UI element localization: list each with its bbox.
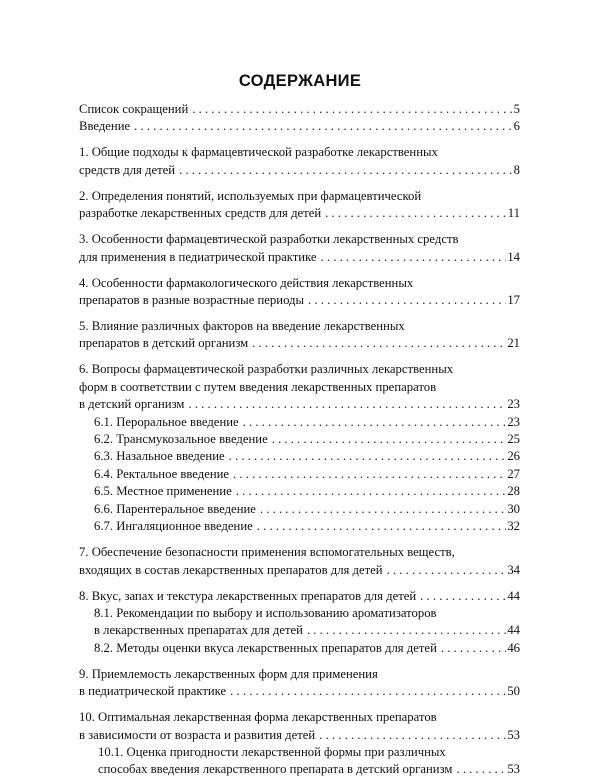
toc-entry[interactable] <box>79 144 520 179</box>
dot-leader <box>230 683 506 700</box>
toc-entry-last-line <box>79 118 520 135</box>
toc-entry[interactable] <box>79 588 520 605</box>
toc-page-number: 8 <box>513 162 520 177</box>
toc-entry-title: 6.1. Пероральное введение <box>94 414 239 429</box>
toc-entry-text-line: 9. Приемлемость лекарственных форм для применения <box>79 666 378 681</box>
toc-entry[interactable] <box>79 231 520 266</box>
toc-entry-title: средств для детей <box>79 162 176 177</box>
toc-entry-last-line <box>79 396 520 413</box>
toc-entry-last-line <box>94 501 520 518</box>
dot-leader <box>233 466 506 483</box>
toc-entry-text-line: 3. Особенности фармацевтической разработки лекарственных средств <box>79 232 459 247</box>
toc-entry-title: способах введения лекарственного препарата в детский организм <box>98 762 453 777</box>
dot-leader <box>441 640 506 657</box>
toc-entry-last-line <box>79 727 520 744</box>
toc-page-number: 30 <box>507 501 520 516</box>
toc-entry-last-line <box>79 335 520 352</box>
toc-entry-last-line <box>79 683 520 700</box>
dot-leader <box>192 101 512 118</box>
toc-entry-title: 8.2. Методы оценки вкуса лекарственных препаратов для детей <box>94 640 437 655</box>
toc-entry-title: для применения в педиатрической практике <box>79 249 317 264</box>
toc-entry[interactable] <box>79 466 520 483</box>
toc-page-number: 14 <box>507 249 520 264</box>
toc-entry[interactable] <box>79 448 520 465</box>
dot-leader <box>307 622 506 639</box>
dot-leader <box>236 483 507 500</box>
toc-entry-title: 8. Вкус, запах и текстура лекарственных препаратов для детей <box>79 588 417 603</box>
toc-entry-last-line <box>79 205 520 222</box>
toc-entry-title: препаратов в разные возрастные периоды <box>79 293 305 308</box>
toc-entry-last-line <box>94 622 520 639</box>
toc-page-number: 11 <box>507 206 520 221</box>
dot-leader <box>321 249 507 266</box>
toc-entry-title: 6.3. Назальное введение <box>94 449 225 464</box>
toc-page-number: 44 <box>507 623 520 638</box>
dot-leader <box>229 448 507 465</box>
toc-entry-title: 6.6. Парентеральное введение <box>94 501 256 516</box>
table-of-contents <box>79 101 520 779</box>
toc-entry-title: разработке лекарственных средств для детей <box>79 206 322 221</box>
toc-entry[interactable] <box>79 318 520 353</box>
dot-leader <box>456 761 506 778</box>
toc-entry-title: в педиатрической практике <box>79 684 227 699</box>
toc-entry-text-line: 8.1. Рекомендации по выбору и использованию ароматизаторов <box>94 605 437 620</box>
toc-entry[interactable] <box>79 188 520 223</box>
toc-page-number: 23 <box>507 414 520 429</box>
toc-page-number: 44 <box>507 588 520 603</box>
toc-entry-text-line: 6. Вопросы фармацевтической разработки различных лекарственных <box>79 362 454 377</box>
toc-entry-last-line <box>94 431 520 448</box>
toc-entry[interactable] <box>79 414 520 431</box>
toc-entry-last-line <box>79 162 520 179</box>
toc-page-number: 21 <box>507 336 520 351</box>
toc-entry-text-line: 10. Оптимальная лекарственная форма лекарственных препаратов <box>79 710 437 725</box>
toc-page-number: 53 <box>507 762 520 777</box>
toc-entry[interactable] <box>79 501 520 518</box>
toc-entry-last-line <box>94 483 520 500</box>
toc-entry[interactable] <box>79 709 520 744</box>
dot-leader <box>260 501 506 518</box>
toc-entry-last-line <box>94 466 520 483</box>
toc-entry-text-line: 4. Особенности фармакологического действия лекарственных <box>79 275 414 290</box>
toc-entry[interactable] <box>79 605 520 640</box>
toc-page-number: 46 <box>507 640 520 655</box>
toc-entry-last-line <box>94 518 520 535</box>
toc-entry-last-line <box>98 761 520 778</box>
dot-leader <box>179 162 513 179</box>
toc-page-number: 27 <box>507 466 520 481</box>
toc-entry-last-line <box>94 414 520 431</box>
toc-entry-last-line <box>79 588 520 605</box>
toc-page-number: 32 <box>507 519 520 534</box>
toc-entry-title: 6.7. Ингаляционное введение <box>94 519 253 534</box>
toc-entry-title: Введение <box>79 119 131 134</box>
toc-page-number: 6 <box>513 119 520 134</box>
toc-entry-text-line: 10.1. Оценка пригодности лекарственной формы при различных <box>98 744 446 759</box>
dot-leader <box>387 562 507 579</box>
toc-page-number: 28 <box>507 484 520 499</box>
toc-entry-last-line <box>79 101 520 118</box>
toc-entry-text-line: 5. Влияние различных факторов на введение лекарственных <box>79 319 405 334</box>
dot-leader <box>319 727 506 744</box>
toc-entry-title: 6.5. Местное применение <box>94 484 232 499</box>
toc-entry-title: Список сокращений <box>79 102 189 116</box>
toc-page-number: 50 <box>507 684 520 699</box>
toc-entry-last-line <box>94 640 520 657</box>
dot-leader <box>257 518 507 535</box>
dot-leader <box>420 588 506 605</box>
dot-leader <box>252 335 506 352</box>
toc-entry[interactable] <box>79 431 520 448</box>
toc-entry-text-line: 1. Общие подходы к фармацевтической разработке лекарственных <box>79 145 438 160</box>
dot-leader <box>308 292 506 309</box>
page-title: СОДЕРЖАНИЕ <box>238 72 362 90</box>
toc-entry[interactable] <box>79 275 520 310</box>
toc-entry[interactable] <box>79 118 520 135</box>
toc-entry-last-line <box>79 562 520 579</box>
toc-page-number: 23 <box>507 397 520 412</box>
toc-entry[interactable] <box>79 518 520 535</box>
toc-entry-title: входящих в состав лекарственных препаратов для детей <box>79 562 383 577</box>
toc-entry-title: в лекарственных препаратах для детей <box>94 623 303 638</box>
toc-entry-title: 6.4. Ректальное введение <box>94 466 230 481</box>
toc-entry-last-line <box>79 249 520 266</box>
dot-leader <box>272 431 507 448</box>
toc-page-number: 26 <box>507 449 520 464</box>
toc-entry-title: препаратов в детский организм <box>79 336 249 351</box>
toc-entry[interactable] <box>79 101 520 118</box>
toc-page-number: 34 <box>507 562 520 577</box>
toc-entry-title: в детский организм <box>79 397 185 412</box>
dot-leader <box>188 396 506 413</box>
toc-entry[interactable] <box>79 361 520 413</box>
toc-entry[interactable] <box>79 744 520 779</box>
dot-leader <box>243 414 507 431</box>
toc-page-number: 25 <box>507 432 520 447</box>
toc-entry[interactable] <box>79 666 520 701</box>
toc-entry-text-line: форм в соответствии с путем введения лекарственных препаратов <box>79 379 437 394</box>
toc-entry-text-line: 7. Обеспечение безопасности применения вспомогательных веществ, <box>79 545 455 560</box>
toc-entry-last-line <box>79 292 520 309</box>
toc-entry-text-line: 2. Определения понятий, используемых при фармацевтической <box>79 188 422 203</box>
toc-entry[interactable] <box>79 640 520 657</box>
toc-page-number: 17 <box>507 293 520 308</box>
toc-entry[interactable] <box>79 544 520 579</box>
toc-entry-last-line <box>94 448 520 465</box>
dot-leader <box>134 118 513 135</box>
toc-entry-title: в зависимости от возраста и развития детей <box>79 727 316 742</box>
toc-page-number: 5 <box>513 102 520 116</box>
dot-leader <box>325 205 507 222</box>
toc-entry[interactable] <box>79 483 520 500</box>
toc-entry-title: 6.2. Трансмукозальное введение <box>94 432 268 447</box>
toc-page-number: 53 <box>507 727 520 742</box>
